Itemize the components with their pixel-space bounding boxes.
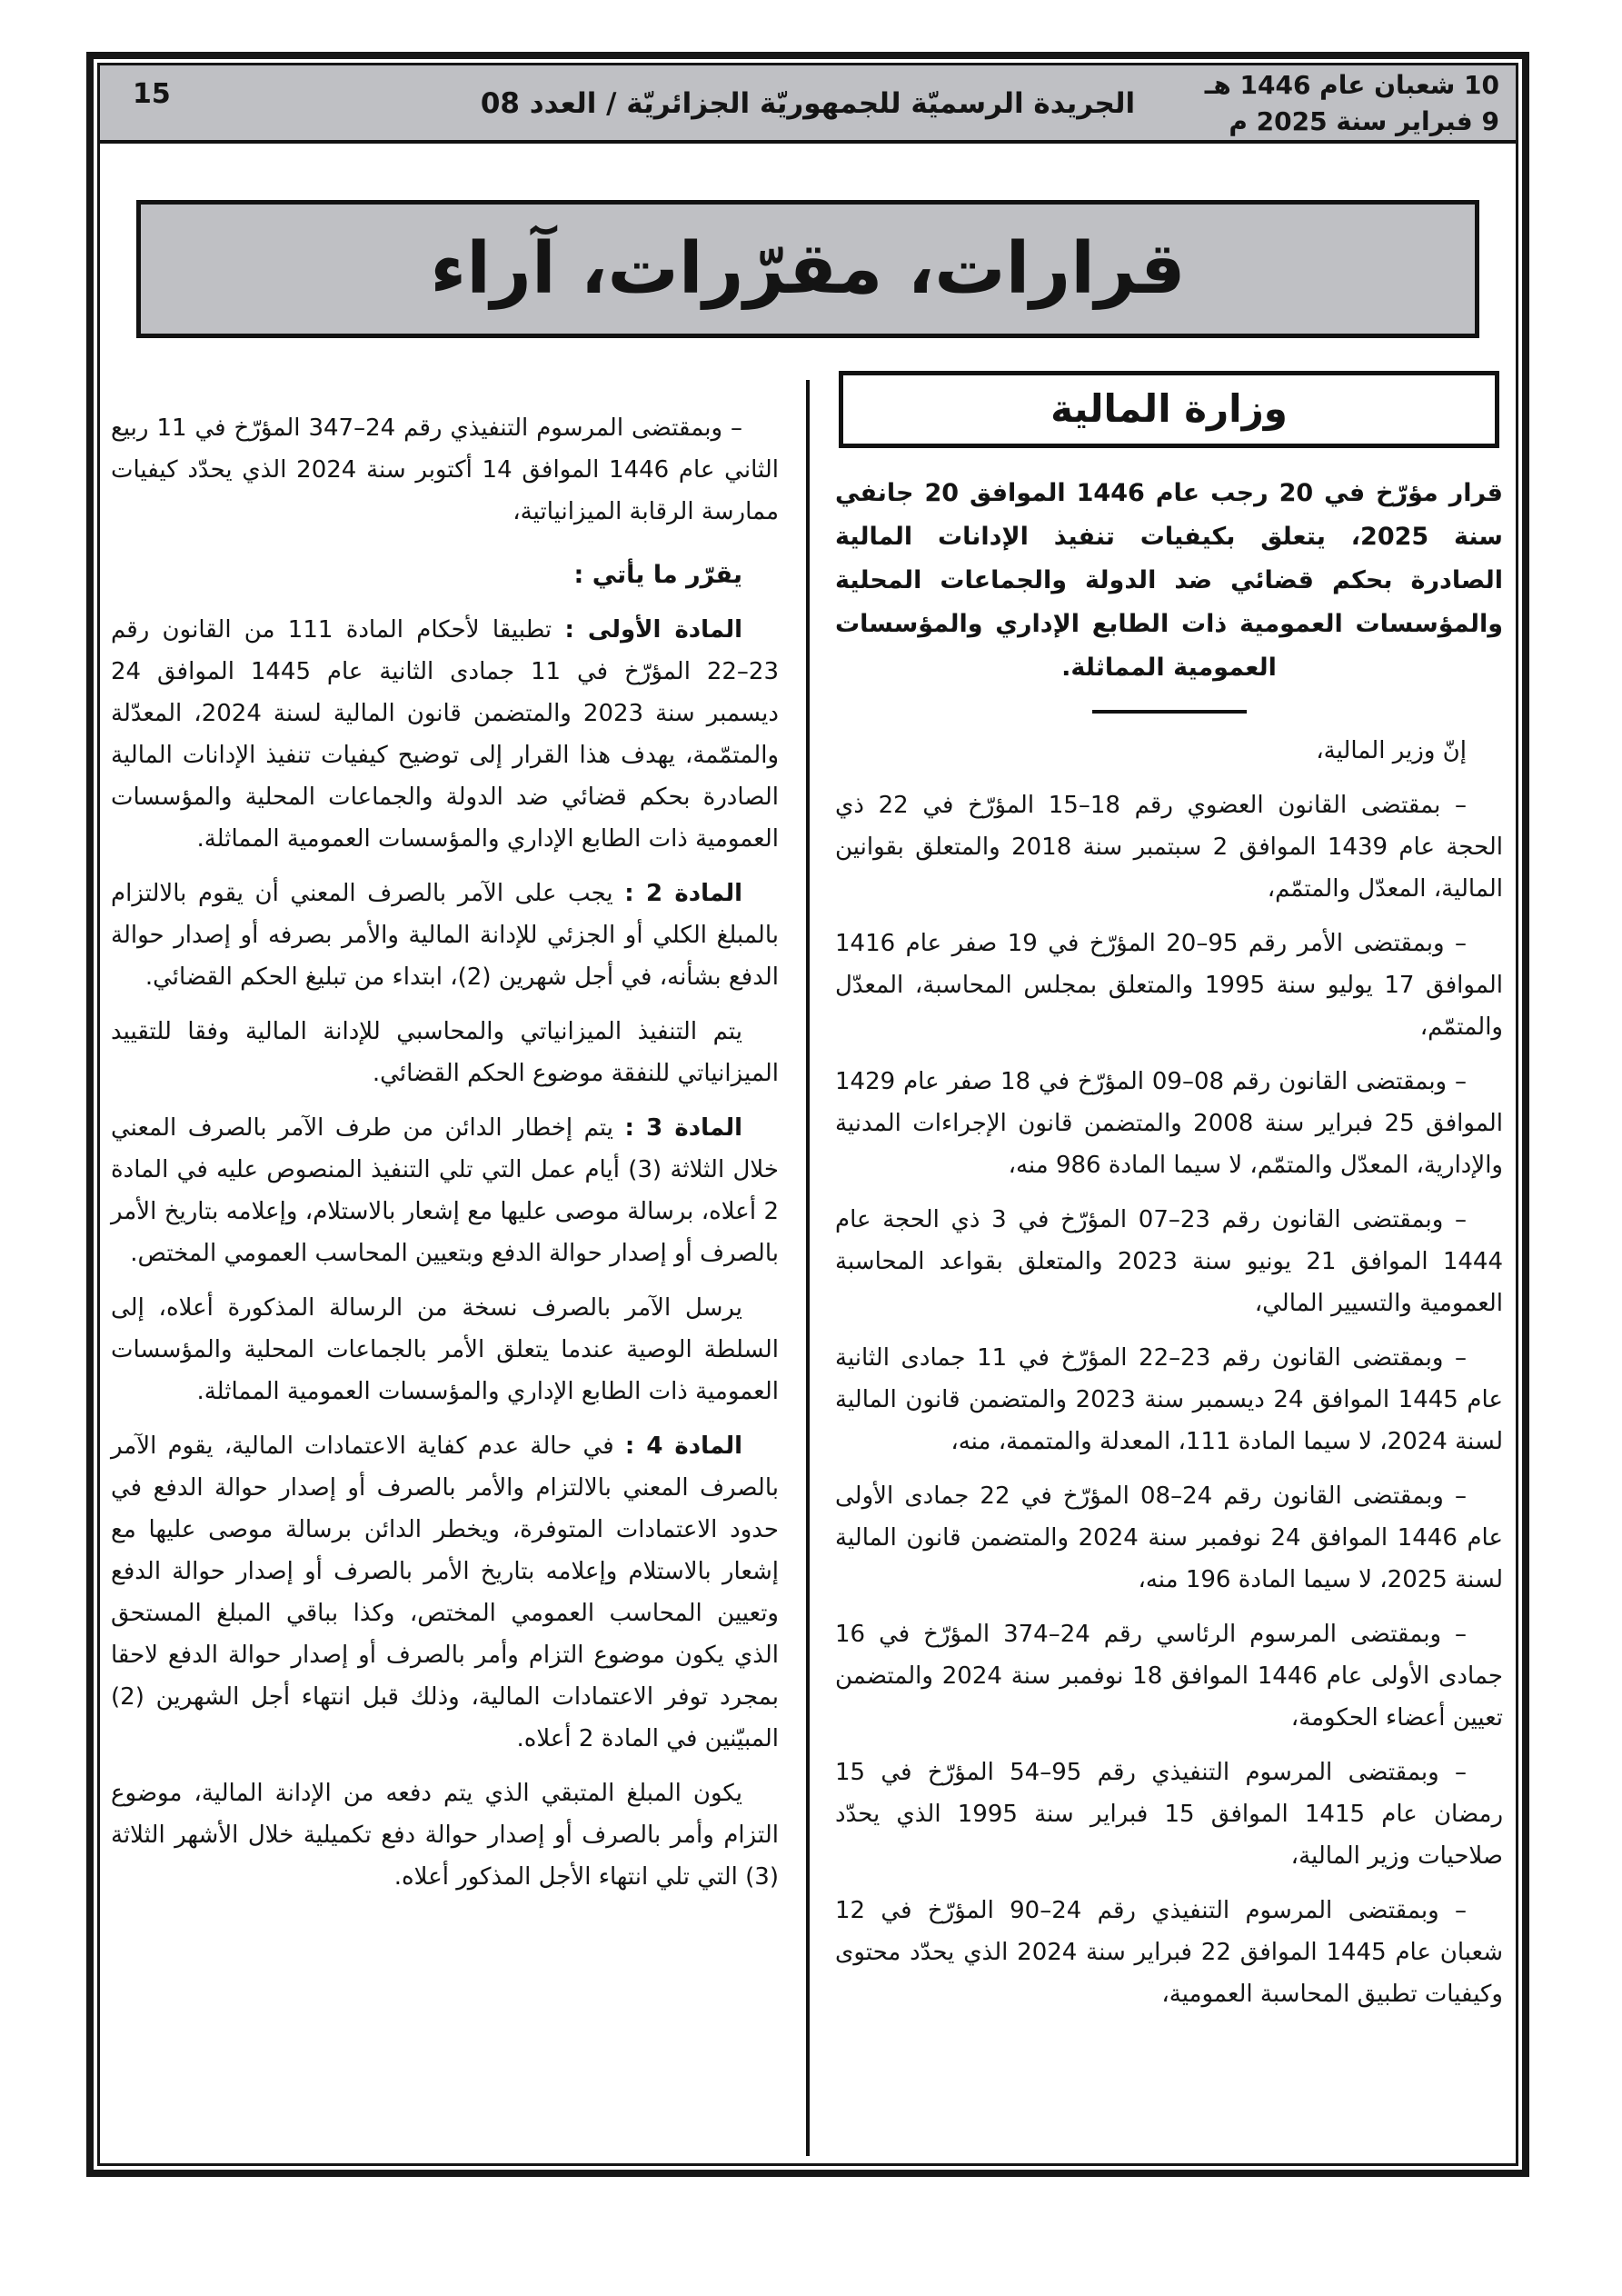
article-3-text: يتم إخطار الدائن من طرف الآمر بالصرف المعني خلال الثلاثة (3) أيام عمل التي تلي التنفيذ المنصوص عليه في المادة 2 أعلاه، برسالة موصى عليها مع إشعار بالاستلام، وإعلامه بتاريخ الأمر بالصرف أو إصدار حوالة الدفع وبتعيين المحاسب العمومي المختص. [111,1114,779,1267]
visa-paragraph: – وبمقتضى القانون رقم 24–08 المؤرّخ في 22 جمادى الأولى عام 1446 الموافق 24 نوفمبر سنة 2024 والمتضمن قانون المالية لسنة 2025، لا سيما المادة 196 منه، [835,1482,1503,1593]
minister-intro: إنّ وزير المالية، [1316,737,1467,764]
hijri-date: 10 شعبان عام 1446 هـ [1204,70,1499,100]
section-banner-title: قرارات، مقرّرات، آراء [430,228,1186,310]
page-frame [86,52,1529,2177]
visa-paragraph: – وبمقتضى المرسوم التنفيذي رقم 24–347 المؤرّخ في 11 ربيع الثاني عام 1446 الموافق 14 أكتوبر سنة 2024 الذي يحدّد كيفيات ممارسة الرقابة الميزانياتية، [111,414,779,525]
decree-continuation-column [111,371,779,1898]
section-banner [136,200,1479,338]
article-1-paragraph [111,609,779,860]
ministry-title: وزارة المالية [1050,386,1288,431]
article-2-paragraph [111,873,779,998]
visa-paragraph: – بمقتضى القانون العضوي رقم 18–15 المؤرّخ في 22 ذي الحجة عام 1439 الموافق 2 سبتمبر سنة 2018 والمتعلق بقوانين المالية، المعدّل والمتمّم، [835,792,1503,903]
visa-paragraph: – وبمقتضى المرسوم التنفيذي رقم 24–90 المؤرّخ في 12 شعبان عام 1445 الموافق 22 فبراير سنة 2024 الذي يحدّد محتوى وكيفيات تطبيق المحاسبة العمومية، [835,1897,1503,2008]
visa-paragraph: – وبمقتضى القانون رقم 23–07 المؤرّخ في 3 ذي الحجة عام 1444 الموافق 21 يونيو سنة 2023 والمتعلق بقواعد المحاسبة العمومية والتسيير المالي، [835,1206,1503,1317]
decree-title: قرار مؤرّخ في 20 رجب عام 1446 الموافق 20 جانفي سنة 2025، يتعلق بكيفيات تنفيذ الإدانات المالية الصادرة بحكم قضائي ضد الدولة والجماعات المحلية والمؤسسات العمومية ذات الطابع الإداري والمؤسسات العمومية المماثلة. [835,479,1503,682]
column-divider [806,380,810,2156]
article-3-label: المادة 3 : [624,1114,742,1142]
visa-paragraph: – وبمقتضى القانون رقم 23–22 المؤرّخ في 11 جمادى الثانية عام 1445 الموافق 24 ديسمبر سنة 2023 والمتضمن قانون المالية لسنة 2024، لا سيما المادة 111، المعدلة والمتممة، منه، [835,1344,1503,1455]
gregorian-date: 9 فبراير سنة 2025 م [1229,106,1499,136]
article-2-paragraph-2: يتم التنفيذ الميزانياتي والمحاسبي للإدانة المالية وفقا للتقييد الميزانياتي للنفقة موضوع الحكم القضائي. [111,1018,779,1087]
decree-start-column [835,371,1503,2015]
visa-paragraph: – وبمقتضى القانون رقم 08–09 المؤرّخ في 18 صفر عام 1429 الموافق 25 فبراير سنة 2008 والمتضمن قانون الإجراءات المدنية والإدارية، المعدّل والمتمّم، لا سيما المادة 986 منه، [835,1068,1503,1179]
article-4-label: المادة 4 : [624,1433,742,1460]
article-2-text: يجب على الآمر بالصرف المعني أن يقوم بالالتزام بالمبلغ الكلي أو الجزئي للإدانة المالية والأمر بصرفه أو إصدار حوالة الدفع بشأنه، في أجل شهرين (2)، ابتداء من تبليغ الحكم القضائي. [111,880,779,991]
visa-paragraph: – وبمقتضى المرسوم الرئاسي رقم 24–374 المؤرّخ في 16 جمادى الأولى عام 1446 الموافق 18 نوفمبر سنة 2024 والمتضمن تعيين أعضاء الحكومة، [835,1621,1503,1732]
journal-title: الجريدة الرسميّة للجمهوريّة الجزائريّة / العدد 08 [480,87,1136,120]
page-number: 15 [133,78,171,110]
article-1-label: المادة الأولى : [564,616,743,644]
decides-line: يقرّر ما يأتي : [573,561,742,589]
article-1-text: تطبيقا لأحكام المادة 111 من القانون رقم 23–22 المؤرّخ في 11 جمادى الثانية عام 1445 الموافق 24 ديسمبر سنة 2023 والمتضمن قانون المالية لسنة 2024، المعدّلة والمتمّمة، يهدف هذا القرار إلى توضيح كيفيات تنفيذ الإدانات المالية الصادرة بحكم قضائي ضد الدولة والجماعات المحلية والمؤسسات العمومية ذات الطابع الإداري والمؤسسات العمومية المماثلة. [111,616,780,853]
article-3-paragraph [111,1107,779,1274]
separator-rule [1092,710,1247,714]
visa-paragraph: – وبمقتضى المرسوم التنفيذي رقم 95–54 المؤرّخ في 15 رمضان عام 1415 الموافق 15 فبراير سنة 1995 الذي يحدّد صلاحيات وزير المالية، [835,1759,1504,1870]
article-4-paragraph-2: يكون المبلغ المتبقي الذي يتم دفعه من الإدانة المالية، موضوع التزام وأمر بالصرف أو إصدار حوالة دفع تكميلية خلال الأشهر الثلاثة (3) التي تلي انتهاء الأجل المذكور أعلاه. [111,1780,779,1891]
article-2-label: المادة 2 : [624,880,742,907]
ministry-heading-box [839,371,1499,448]
article-4-text: في حالة عدم كفاية الاعتمادات المالية، يقوم الآمر بالصرف المعني بالالتزام والأمر بالصرف أو إصدار حوالة الدفع في حدود الاعتمادات المتوفرة، ويخطر الدائن برسالة موصى عليها مع إشعار بالاستلام وإعلامه بتاريخ الأمر بالصرف أو إصدار حوالة الدفع وتعيين المحاسب العمومي المختص، وكذا بباقي المبلغ المستحق الذي يكون موضوع التزام وأمر بالصرف أو إصدار حوالة الدفع لاحقا بمجرد توفر الاعتمادات المالية، وذلك قبل انتهاء أجل الشهرين (2) المبيّنين في المادة 2 أعلاه. [111,1433,779,1752]
header-band [100,65,1516,144]
page-frame-inner [97,63,1518,2166]
article-4-paragraph [111,1425,779,1760]
article-3-paragraph-2: يرسل الآمر بالصرف نسخة من الرسالة المذكورة أعلاه، إلى السلطة الوصية عندما يتعلق الأمر بالجماعات المحلية والمؤسسات العمومية ذات الطابع الإداري والمؤسسات العمومية المماثلة. [111,1294,779,1405]
header-dates [1205,67,1499,140]
visa-paragraph: – وبمقتضى الأمر رقم 95–20 المؤرّخ في 19 صفر عام 1416 الموافق 17 يوليو سنة 1995 والمتعلق بمجلس المحاسبة، المعدّل والمتمّم، [835,930,1503,1041]
